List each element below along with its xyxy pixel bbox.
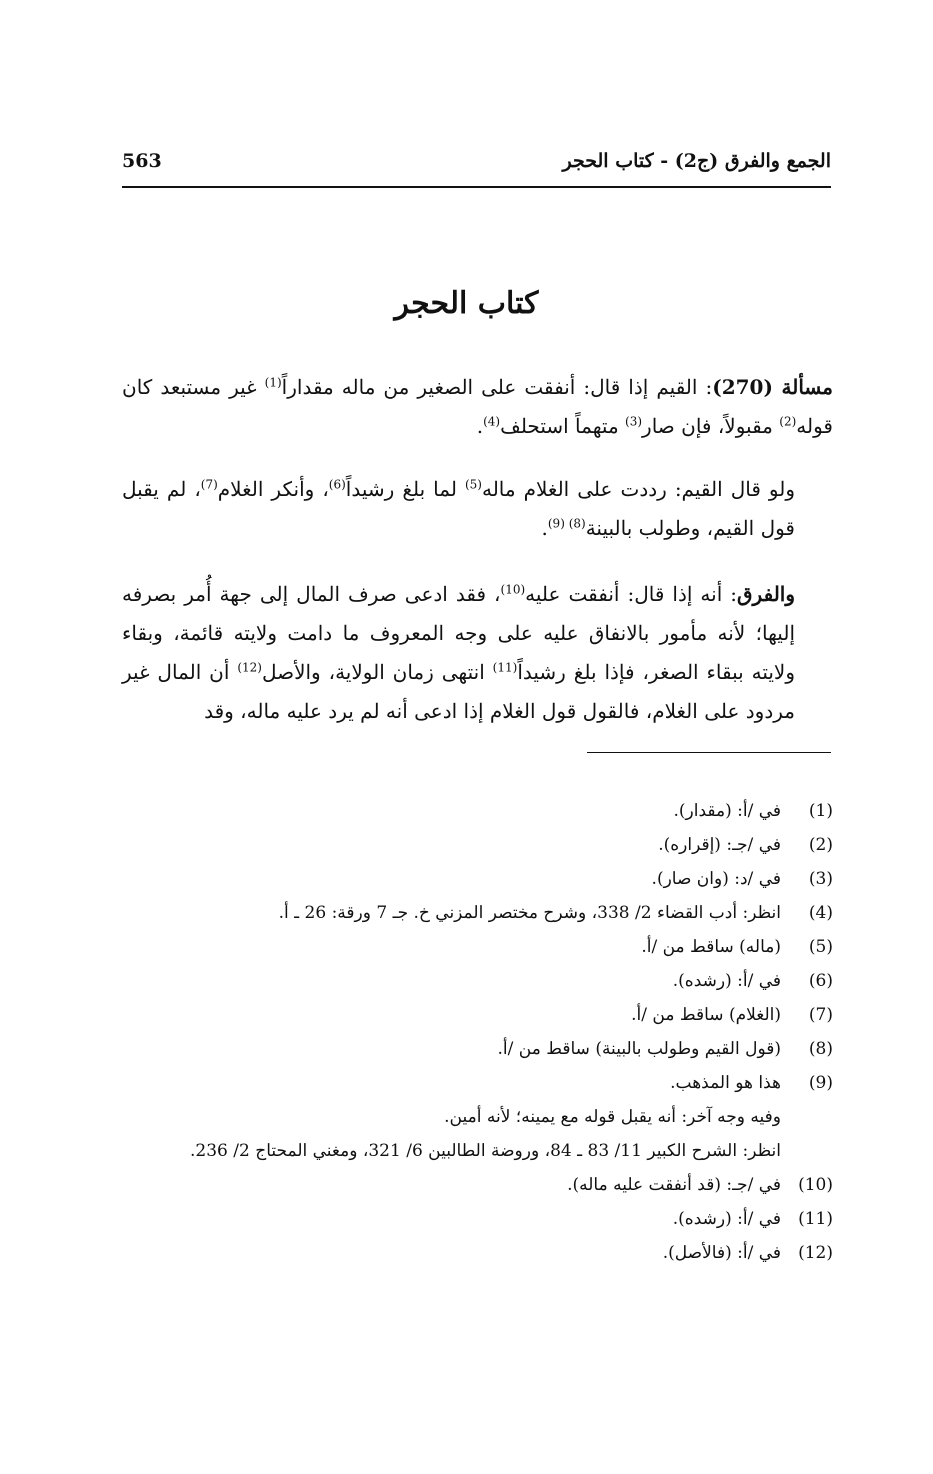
- footnote-ref: (9): [547, 516, 569, 531]
- paragraph-text: : القيم إذا قال: أنفقت على الصغير من ماله مقداراً: [281, 375, 713, 399]
- masala-label: مسألة (270): [712, 375, 833, 399]
- paragraph-text: متهماً استحلف: [500, 414, 626, 438]
- paragraph-second-case: [122, 470, 833, 548]
- footnote-number: (3): [808, 869, 833, 889]
- footnote-item: [120, 1168, 833, 1202]
- footnote-item: [120, 1066, 833, 1100]
- paragraph-text: : أنه إذا قال: أنفقت عليه: [525, 582, 738, 606]
- footnote-ref: (8): [568, 516, 586, 531]
- footnote-ref: (1): [264, 375, 282, 390]
- footnote-continuation: انظر: الشرح الكبير 11/ 83 ـ 84، وروضة الطالبين 6/ 321، ومغني المحتاج 2/ 236.: [190, 1141, 781, 1161]
- paragraph-text: انتهى زمان الولاية، والأصل: [261, 660, 493, 684]
- paragraph-text: ولو قال القيم: رددت على الغلام ماله: [481, 477, 795, 501]
- footnote-ref: (10): [500, 582, 526, 597]
- footnote-text: في /أ: (رشده).: [672, 1209, 781, 1229]
- footnote-item: [120, 896, 833, 930]
- paragraph-text: أن المال غير مردود على الغلام، فالقول قول الغلام إذا ادعى أنه لم يرد عليه ماله، وقد: [122, 660, 795, 723]
- footnote-ref: (11): [492, 660, 518, 675]
- footnote-divider: [587, 752, 831, 753]
- footnote-text: في /جـ: (إقراره).: [658, 835, 781, 855]
- footnote-continuation: وفيه وجه آخر: أنه يقبل قوله مع يمينه؛ لأنه أمين.: [444, 1107, 781, 1127]
- footnote-number: (7): [808, 1005, 833, 1025]
- footnote-text: (قول القيم وطولب بالبينة) ساقط من /أ.: [497, 1039, 781, 1059]
- footnote-item: [120, 1202, 833, 1236]
- footnotes: [120, 794, 833, 1270]
- footnote-ref: (5): [464, 477, 482, 492]
- running-title: الجمع والفرق (ج2) - كتاب الحجر: [562, 150, 831, 172]
- footnote-item: [120, 1032, 833, 1066]
- footnote-text: في /د: (وان صار).: [651, 869, 781, 889]
- paragraph-text: .: [541, 516, 548, 540]
- footnote-text: في /أ: (رشده).: [672, 971, 781, 991]
- paragraph-text: ، لم يقبل قول القيم، وطولب بالبينة: [122, 477, 795, 540]
- footnote-ref: (7): [200, 477, 218, 492]
- paragraph-text: ، فقد ادعى صرف المال إلى جهة أُمر بصرفه إليها؛ لأنه مأمور بالانفاق عليه على وجه المعروف ما دامت ولايته قائمة، وبقاء ولايته ببقاء الصغر، فإذا بلغ رشيداً: [122, 582, 796, 684]
- footnote-text: في /أ: (فالأصل).: [662, 1243, 781, 1263]
- footnote-ref: (6): [328, 477, 346, 492]
- footnote-item: [120, 1236, 833, 1270]
- footnote-number: (8): [808, 1039, 833, 1059]
- footnote-item: [120, 828, 833, 862]
- footnote-item: [120, 998, 833, 1032]
- footnote-number: (1): [808, 801, 833, 821]
- footnote-number: (2): [808, 835, 833, 855]
- footnote-text: (ماله) ساقط من /أ.: [641, 937, 781, 957]
- footnote-number: (11): [798, 1209, 833, 1229]
- difference-label: والفرق: [737, 582, 796, 606]
- footnote-ref: (12): [237, 660, 262, 675]
- paragraph-text: مقبولاً، فإن صار: [642, 414, 780, 438]
- footnote-text: في /أ: (مقدار).: [673, 801, 781, 821]
- paragraph-difference: [122, 575, 833, 731]
- paragraph-text: لما بلغ رشيداً: [345, 477, 465, 501]
- paragraph-text: غير مستبعد كان قوله: [122, 375, 833, 438]
- footnote-item: [120, 794, 833, 828]
- footnote-number: (4): [808, 903, 833, 923]
- footnote-item: [120, 930, 833, 964]
- footnote-text: هذا هو المذهب.: [670, 1073, 781, 1093]
- footnote-text: (الغلام) ساقط من /أ.: [631, 1005, 781, 1025]
- footnote-ref: (2): [779, 414, 797, 429]
- footnote-ref: (3): [625, 414, 643, 429]
- footnote-number: (9): [808, 1073, 833, 1093]
- footnote-number: (10): [798, 1175, 833, 1195]
- chapter-title: كتاب الحجر: [394, 286, 539, 321]
- footnote-text: انظر: أدب القضاء 2/ 338، وشرح مختصر المزني خ. جـ 7 ورقة: 26 ـ أ.: [278, 903, 781, 923]
- running-header: [122, 150, 831, 188]
- footnote-number: (6): [808, 971, 833, 991]
- footnote-text: في /جـ: (قد أنفقت عليه ماله).: [567, 1175, 781, 1195]
- page-number: 563: [122, 150, 162, 172]
- footnote-number: (5): [808, 937, 833, 957]
- paragraph-text: .: [476, 414, 484, 438]
- footnote-number: (12): [798, 1243, 833, 1263]
- footnote-item: [120, 964, 833, 998]
- paragraph-masala: [122, 368, 833, 446]
- paragraph-text: ، وأنكر الغلام: [217, 477, 329, 501]
- footnote-item: [120, 862, 833, 896]
- footnote-ref: (4): [483, 414, 501, 429]
